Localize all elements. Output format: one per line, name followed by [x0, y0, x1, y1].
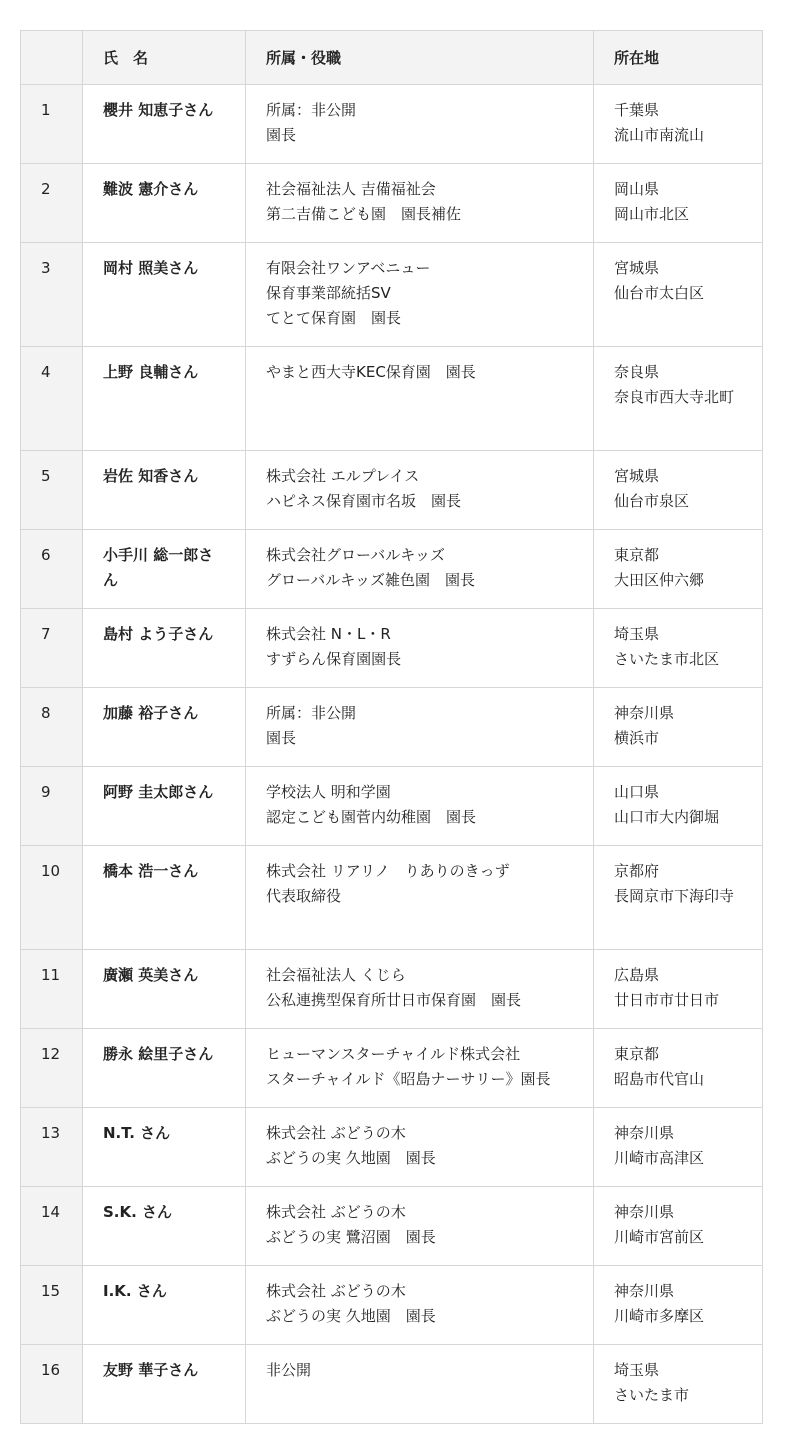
organization-cell — [246, 243, 594, 347]
table-row — [21, 1345, 763, 1424]
location-prefecture: 埼玉県 — [614, 1361, 660, 1379]
row-number: 10 — [21, 846, 83, 950]
organization-line: 公私連携型保育所廿日市保育園 園長 — [266, 991, 522, 1009]
organization-line: 株式会社 ぶどうの木 — [266, 1282, 406, 1300]
location-prefecture: 東京都 — [614, 546, 660, 564]
table-row — [21, 1266, 763, 1345]
participant-name: I.K. さん — [83, 1266, 246, 1345]
location-city: 廿日市市廿日市 — [614, 991, 720, 1009]
organization-line: 第二吉備こども園 園長補佐 — [266, 205, 462, 223]
organization-cell — [246, 85, 594, 164]
participant-name: 上野 良輔さん — [83, 347, 246, 451]
organization-line: 保育事業部統括SV — [266, 284, 391, 302]
location-prefecture: 東京都 — [614, 1045, 660, 1063]
location-cell — [594, 767, 763, 846]
table-row — [21, 164, 763, 243]
location-cell — [594, 243, 763, 347]
organization-line: 株式会社 リアリノ りありのきっず — [266, 862, 510, 880]
location-prefecture: 広島県 — [614, 966, 660, 984]
location-cell — [594, 1187, 763, 1266]
location-city: 山口市大内御堀 — [614, 808, 720, 826]
organization-cell — [246, 1029, 594, 1108]
location-cell — [594, 451, 763, 530]
participant-name: 廣瀬 英美さん — [83, 950, 246, 1029]
table-row — [21, 846, 763, 950]
organization-cell — [246, 164, 594, 243]
participant-name: 阿野 圭太郎さん — [83, 767, 246, 846]
organization-cell — [246, 451, 594, 530]
location-cell — [594, 164, 763, 243]
location-cell — [594, 1029, 763, 1108]
participants-table-container — [20, 30, 762, 1424]
organization-line: グローバルキッズ雑色園 園長 — [266, 571, 475, 589]
location-city: 仙台市太白区 — [614, 284, 705, 302]
location-prefecture: 奈良県 — [614, 363, 660, 381]
table-row — [21, 243, 763, 347]
participant-name: 橋本 浩一さん — [83, 846, 246, 950]
location-city: さいたま市 — [614, 1386, 690, 1404]
organization-line: 園長 — [266, 729, 297, 747]
participant-name: 岩佐 知香さん — [83, 451, 246, 530]
organization-line: 株式会社グローバルキッズ — [266, 546, 445, 564]
location-cell — [594, 609, 763, 688]
location-prefecture: 宮城県 — [614, 467, 660, 485]
organization-cell — [246, 1187, 594, 1266]
organization-line: ぶどうの実 鷺沼園 園長 — [266, 1228, 436, 1246]
organization-cell — [246, 1108, 594, 1187]
table-row — [21, 950, 763, 1029]
organization-line: 認定こども園菅内幼稚園 園長 — [266, 808, 477, 826]
location-cell — [594, 688, 763, 767]
table-row — [21, 451, 763, 530]
organization-line: やまと西大寺KEC保育園 園長 — [266, 363, 476, 381]
organization-line: ヒューマンスターチャイルド株式会社 — [266, 1045, 521, 1063]
row-number: 12 — [21, 1029, 83, 1108]
location-prefecture: 神奈川県 — [614, 1203, 675, 1221]
row-number: 7 — [21, 609, 83, 688]
location-prefecture: 神奈川県 — [614, 1282, 675, 1300]
organization-line: 社会福祉法人 吉備福祉会 — [266, 180, 436, 198]
organization-cell — [246, 1266, 594, 1345]
table-row — [21, 688, 763, 767]
participants-table — [20, 30, 763, 1424]
organization-cell — [246, 347, 594, 451]
table-header-row — [21, 31, 763, 85]
participant-name: S.K. さん — [83, 1187, 246, 1266]
table-row — [21, 530, 763, 609]
row-number: 5 — [21, 451, 83, 530]
location-city: 川崎市高津区 — [614, 1149, 705, 1167]
organization-cell — [246, 1345, 594, 1424]
location-city: 昭島市代官山 — [614, 1070, 705, 1088]
location-city: 長岡京市下海印寺 — [614, 887, 735, 905]
table-row — [21, 1029, 763, 1108]
row-number: 11 — [21, 950, 83, 1029]
location-cell — [594, 85, 763, 164]
row-number: 6 — [21, 530, 83, 609]
organization-cell — [246, 846, 594, 950]
organization-line: 株式会社 N・L・R — [266, 625, 391, 643]
organization-cell — [246, 767, 594, 846]
organization-line: ぶどうの実 久地園 園長 — [266, 1149, 436, 1167]
organization-cell — [246, 688, 594, 767]
participant-name: N.T. さん — [83, 1108, 246, 1187]
table-row — [21, 347, 763, 451]
row-number: 2 — [21, 164, 83, 243]
table-row — [21, 85, 763, 164]
location-cell — [594, 1108, 763, 1187]
participant-name: 島村 よう子さん — [83, 609, 246, 688]
organization-cell — [246, 950, 594, 1029]
organization-cell — [246, 530, 594, 609]
organization-line: 所属：非公開 — [266, 101, 357, 119]
participant-name: 岡村 照美さん — [83, 243, 246, 347]
location-prefecture: 宮城県 — [614, 259, 660, 277]
participant-name: 櫻井 知恵子さん — [83, 85, 246, 164]
header-organization: 所属・役職 — [246, 31, 594, 85]
row-number: 16 — [21, 1345, 83, 1424]
table-row — [21, 767, 763, 846]
organization-line: 学校法人 明和学園 — [266, 783, 391, 801]
participant-name: 友野 華子さん — [83, 1345, 246, 1424]
organization-line: すずらん保育園園長 — [266, 650, 402, 668]
organization-line: 所属：非公開 — [266, 704, 357, 722]
organization-line: 株式会社 ぶどうの木 — [266, 1203, 406, 1221]
header-number — [21, 31, 83, 85]
table-row — [21, 609, 763, 688]
location-cell — [594, 1266, 763, 1345]
row-number: 1 — [21, 85, 83, 164]
header-name: 氏 名 — [83, 31, 246, 85]
location-prefecture: 岡山県 — [614, 180, 660, 198]
table-row — [21, 1108, 763, 1187]
row-number: 15 — [21, 1266, 83, 1345]
location-city: 岡山市北区 — [614, 205, 690, 223]
location-cell — [594, 950, 763, 1029]
location-cell — [594, 1345, 763, 1424]
organization-line: 株式会社 エルプレイス — [266, 467, 420, 485]
location-cell — [594, 347, 763, 451]
header-location: 所在地 — [594, 31, 763, 85]
organization-line: スターチャイルド《昭島ナーサリー》園長 — [266, 1070, 551, 1088]
organization-line: 代表取締役 — [266, 887, 342, 905]
row-number: 3 — [21, 243, 83, 347]
location-city: 横浜市 — [614, 729, 660, 747]
table-row — [21, 1187, 763, 1266]
location-city: 流山市南流山 — [614, 126, 705, 144]
location-city: 川崎市宮前区 — [614, 1228, 705, 1246]
location-prefecture: 神奈川県 — [614, 1124, 675, 1142]
location-city: 仙台市泉区 — [614, 492, 690, 510]
location-cell — [594, 530, 763, 609]
row-number: 13 — [21, 1108, 83, 1187]
location-prefecture: 埼玉県 — [614, 625, 660, 643]
location-city: 大田区仲六郷 — [614, 571, 705, 589]
row-number: 14 — [21, 1187, 83, 1266]
participant-name: 加藤 裕子さん — [83, 688, 246, 767]
organization-line: ハピネス保育園市名坂 園長 — [266, 492, 462, 510]
participant-name: 難波 憲介さん — [83, 164, 246, 243]
organization-line: 園長 — [266, 126, 297, 144]
organization-line: てとて保育園 園長 — [266, 309, 402, 327]
row-number: 8 — [21, 688, 83, 767]
participant-name: 小手川 総一郎さん — [83, 530, 246, 609]
location-city: 奈良市西大寺北町 — [614, 388, 735, 406]
row-number: 9 — [21, 767, 83, 846]
location-city: さいたま市北区 — [614, 650, 720, 668]
organization-line: ぶどうの実 久地園 園長 — [266, 1307, 436, 1325]
organization-line: 株式会社 ぶどうの木 — [266, 1124, 406, 1142]
location-city: 川崎市多摩区 — [614, 1307, 705, 1325]
location-cell — [594, 846, 763, 950]
row-number: 4 — [21, 347, 83, 451]
organization-cell — [246, 609, 594, 688]
organization-line: 社会福祉法人 くじら — [266, 966, 406, 984]
location-prefecture: 京都府 — [614, 862, 660, 880]
location-prefecture: 山口県 — [614, 783, 660, 801]
location-prefecture: 神奈川県 — [614, 704, 675, 722]
organization-line: 有限会社ワンアベニュー — [266, 259, 431, 277]
location-prefecture: 千葉県 — [614, 101, 660, 119]
participant-name: 勝永 絵里子さん — [83, 1029, 246, 1108]
organization-line: 非公開 — [266, 1361, 312, 1379]
